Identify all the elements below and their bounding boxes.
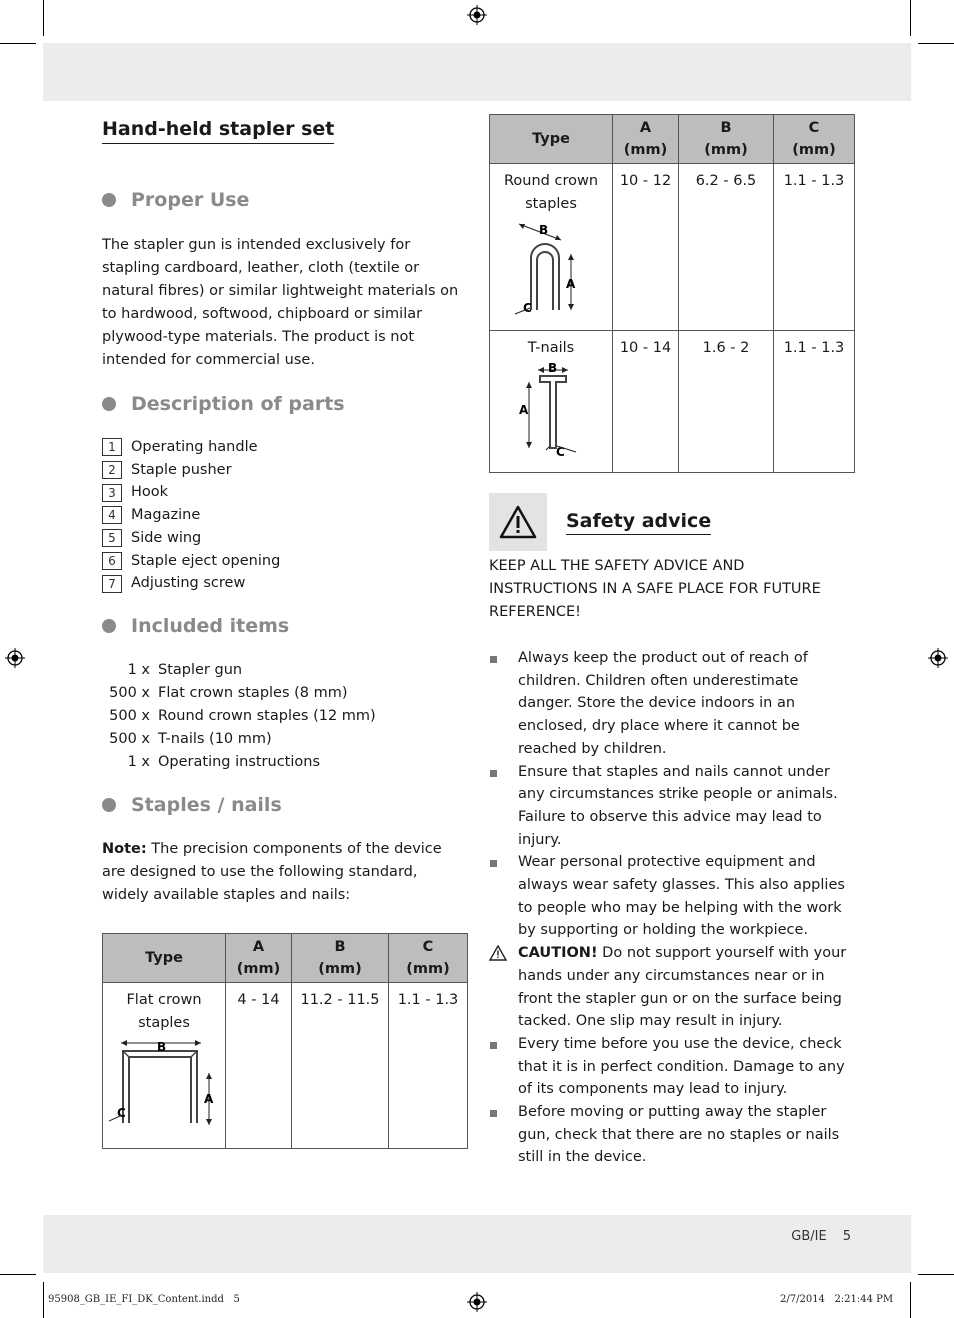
svg-text:B: B <box>548 362 558 375</box>
list-item <box>102 682 468 705</box>
list-item <box>102 728 468 751</box>
section-heading-included <box>102 615 468 637</box>
included-items-list <box>102 659 468 774</box>
list-item <box>489 851 855 942</box>
cell-a: 4 - 14 <box>226 982 292 1148</box>
registration-mark-icon <box>467 5 487 25</box>
right-column <box>489 114 855 1169</box>
square-bullet-icon <box>490 1110 497 1117</box>
item-qty: 1 x <box>127 753 150 770</box>
part-number: 3 <box>102 484 122 502</box>
flat-crown-staple-diagram <box>109 1037 219 1129</box>
svg-text:C: C <box>117 1105 126 1120</box>
list-item <box>102 751 468 774</box>
bullet-text: Wear personal protective equipment and always wear safety glasses. This also applies to people who may be helping with the work by supporting or holding the workpiece. <box>518 854 845 939</box>
crop-mark <box>910 1282 911 1318</box>
part-number: 1 <box>102 438 122 456</box>
heading-text: Staples / nails <box>131 793 282 816</box>
item-label: Stapler gun <box>158 661 243 678</box>
staples-table-round-tnails <box>489 114 855 473</box>
part-label: Hook <box>131 484 169 501</box>
page-title: Hand-held stapler set <box>102 118 334 144</box>
crop-mark <box>918 43 954 44</box>
bullet-text: Ensure that staples and nails cannot under any circumstances strike people or animals. Failure to observe this advice may lead to injury. <box>518 763 838 848</box>
proper-use-text: The stapler gun is intended exclusively for stapling cardboard, leather, cloth (textile or natural fibres) or similar lightweight materials on to hardwood, softwood, chipboard or similar plywood-type materials. The product is not intended for commercial use. <box>102 237 459 368</box>
crop-mark <box>43 1282 44 1318</box>
cell-b: 1.6 - 2 <box>679 331 774 473</box>
list-item <box>489 1033 855 1101</box>
bullet-dot-icon <box>102 397 116 411</box>
item-label: Round crown staples (12 mm) <box>158 707 376 724</box>
svg-text:A: A <box>204 1091 214 1106</box>
square-bullet-icon <box>490 770 497 777</box>
safety-keep-notice: KEEP ALL THE SAFETY ADVICE AND INSTRUCTIONS IN A SAFE PLACE FOR FUTURE REFERENCE! <box>489 558 821 620</box>
print-date-info: 2/7/2014 2:21:44 PM <box>780 1294 894 1305</box>
col-header-c: C (mm) <box>774 115 855 164</box>
heading-text: Proper Use <box>131 189 250 211</box>
bullet-dot-icon <box>102 619 116 633</box>
parts-list <box>102 436 468 595</box>
footer-locale: GB/IE <box>791 1229 827 1244</box>
item-qty: 1 x <box>127 661 150 678</box>
svg-text:B: B <box>539 223 549 237</box>
cell-c: 1.1 - 1.3 <box>774 331 855 473</box>
svg-text:A: A <box>566 277 576 291</box>
square-bullet-icon <box>490 860 497 867</box>
crop-mark <box>0 1274 36 1275</box>
list-item <box>102 481 468 504</box>
left-column <box>102 118 468 1149</box>
bullet-text: Before moving or putting away the stapler gun, check that there are no staples or nails still in the device. <box>518 1104 840 1166</box>
list-item <box>102 527 468 550</box>
registration-mark-icon <box>928 648 948 668</box>
warning-box <box>489 493 547 551</box>
heading-text: Description of parts <box>131 393 345 415</box>
cell-a: 10 - 12 <box>613 164 679 331</box>
cell-a: 10 - 14 <box>613 331 679 473</box>
item-qty: 500 x <box>109 684 150 701</box>
table-row <box>490 331 855 473</box>
item-label: Operating instructions <box>158 753 321 770</box>
page-number: 5 <box>842 1229 851 1244</box>
list-item <box>102 705 468 728</box>
part-label: Side wing <box>131 529 202 546</box>
list-item <box>489 761 855 852</box>
cell-c: 1.1 - 1.3 <box>774 164 855 331</box>
col-header-type: Type <box>103 933 226 982</box>
list-item <box>102 436 468 459</box>
round-crown-staple-diagram <box>511 218 591 316</box>
caution-triangle-icon <box>489 945 507 961</box>
col-header-type: Type <box>490 115 613 164</box>
table-row <box>103 982 468 1148</box>
footer-band <box>43 1215 911 1273</box>
bullet-text: Do not support yourself with your hands under any circumstances near or in front the stapler gun or on the surface being tacked. One slip may result in injury. <box>518 945 847 1030</box>
part-number: 2 <box>102 461 122 479</box>
crop-mark <box>43 0 44 36</box>
warning-triangle-icon <box>498 504 538 540</box>
svg-text:A: A <box>519 403 529 417</box>
crop-mark <box>910 0 911 36</box>
safety-header <box>489 493 855 551</box>
bullet-dot-icon <box>102 798 116 812</box>
t-nail-diagram <box>516 362 586 460</box>
table-header-row <box>490 115 855 164</box>
bullet-text: Always keep the product out of reach of children. Children often underestimate danger. Store the device indoors in an enclosed, dry place where it cannot be reached by children. <box>518 650 808 757</box>
col-header-a: A (mm) <box>613 115 679 164</box>
crop-mark <box>918 1274 954 1275</box>
print-file-info: 95908_GB_IE_FI_DK_Content.indd 5 <box>48 1294 240 1305</box>
page-footer <box>791 1229 851 1244</box>
registration-mark-icon <box>467 1292 487 1312</box>
list-item <box>489 647 855 761</box>
staples-note <box>102 838 468 907</box>
bullet-dot-icon <box>102 193 116 207</box>
item-qty: 500 x <box>109 707 150 724</box>
part-label: Staple pusher <box>131 461 232 478</box>
square-bullet-icon <box>490 1042 497 1049</box>
col-header-c: C (mm) <box>389 933 468 982</box>
section-heading-parts <box>102 393 468 415</box>
svg-text:B: B <box>157 1039 167 1054</box>
bullet-text: Every time before you use the device, check that it is in perfect condition. Damage to any of its components may lead to injury. <box>518 1035 845 1098</box>
item-label: T-nails (10 mm) <box>158 730 272 747</box>
caution-label: CAUTION! <box>518 945 598 962</box>
section-heading-proper-use <box>102 189 468 211</box>
list-item <box>489 1101 855 1169</box>
list-item <box>102 459 468 482</box>
item-qty: 500 x <box>109 730 150 747</box>
square-bullet-icon <box>490 656 497 663</box>
table-header-row <box>103 933 468 982</box>
list-item <box>102 504 468 527</box>
registration-mark-icon <box>5 648 25 668</box>
part-number: 7 <box>102 575 122 593</box>
svg-text:C: C <box>523 301 532 315</box>
svg-text:C: C <box>556 445 565 459</box>
heading-text: Included items <box>131 614 290 637</box>
cell-type: T-nails B A C <box>490 331 613 473</box>
header-band <box>43 43 911 101</box>
cell-type: Round crown staples B A C <box>490 164 613 331</box>
cell-b: 11.2 - 11.5 <box>292 982 389 1148</box>
section-heading-staples <box>102 794 468 816</box>
part-label: Staple eject opening <box>131 552 281 569</box>
cell-c: 1.1 - 1.3 <box>389 982 468 1148</box>
list-item <box>102 659 468 682</box>
cell-b: 6.2 - 6.5 <box>679 164 774 331</box>
safety-heading: Safety advice <box>566 510 711 535</box>
staples-table-flat <box>102 933 468 1149</box>
part-label: Operating handle <box>131 439 258 455</box>
note-label: Note: <box>102 840 147 857</box>
part-number: 5 <box>102 529 122 547</box>
list-item <box>102 572 468 595</box>
safety-list <box>489 647 855 1169</box>
col-header-b: B (mm) <box>679 115 774 164</box>
part-label: Adjusting screw <box>131 575 246 592</box>
cell-type: Flat crown staples B A C <box>103 982 226 1148</box>
part-label: Magazine <box>131 507 201 524</box>
part-number: 4 <box>102 506 122 524</box>
note-text: The precision components of the device are designed to use the following standard, widely available staples and nails: <box>102 840 442 903</box>
list-item <box>489 942 855 1033</box>
list-item <box>102 550 468 573</box>
crop-mark <box>0 43 36 44</box>
col-header-a: A (mm) <box>226 933 292 982</box>
table-row <box>490 164 855 331</box>
col-header-b: B (mm) <box>292 933 389 982</box>
item-label: Flat crown staples (8 mm) <box>158 684 348 701</box>
part-number: 6 <box>102 552 122 570</box>
